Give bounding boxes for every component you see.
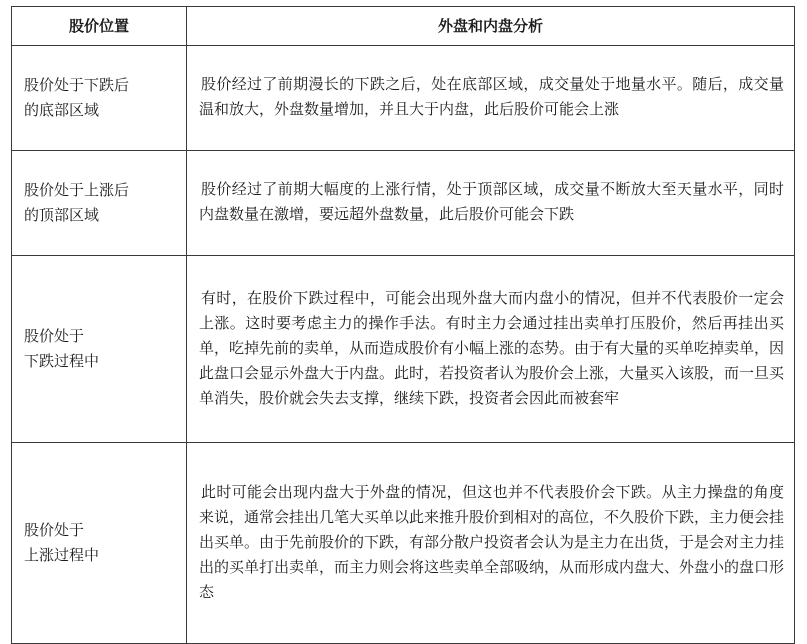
analysis-cell	[187, 46, 795, 151]
inner-outer-volume-table	[11, 6, 795, 644]
analysis-text: 股价经过了前期大幅度的上涨行情，处于顶部区域，成交量不断放大至天量水平，同时内盘数量在激增，要远超外盘数量，此后股价可能会下跌	[199, 180, 784, 223]
analysis-text: 有时，在股价下跌过程中，可能会出现外盘大而内盘小的情况，但并不代表股价一定会上涨。这时要考虑主力的操作手法。有时主力会通过挂出卖单打压股价，然后再挂出买单，吃掉先前的卖单，从而造成股价有小幅上涨的态势。由于有大量的买单吃掉卖单，因此盘口会显示外盘大于内盘。此时，若投资者认为股价会上涨，大量买入该股，而一旦买单消失，股价就会失去支撑，继续下跌，投资者会因此而被套牢	[199, 288, 785, 407]
position-text: 股价处于下跌后 的底部区域	[24, 76, 130, 119]
position-text: 股价处于上涨后 的顶部区域	[24, 181, 130, 224]
table-row	[12, 151, 795, 256]
position-cell	[12, 151, 187, 256]
position-cell	[12, 256, 187, 443]
position-text: 股价处于 上涨过程中	[24, 521, 100, 564]
analysis-table-container	[11, 6, 794, 644]
position-text: 股价处于 下跌过程中	[24, 327, 100, 370]
table-row	[12, 46, 795, 151]
table-row	[12, 256, 795, 443]
position-cell	[12, 443, 187, 644]
table-header-row	[12, 7, 795, 46]
analysis-cell	[187, 443, 795, 644]
table-row	[12, 443, 795, 644]
analysis-cell	[187, 256, 795, 443]
header-volume-analysis: 外盘和内盘分析	[187, 7, 795, 46]
position-cell	[12, 46, 187, 151]
analysis-cell	[187, 151, 795, 256]
header-stock-position: 股价位置	[12, 7, 187, 46]
analysis-text: 股价经过了前期漫长的下跌之后，处在底部区域，成交量处于地量水平。随后，成交量温和放大，外盘数量增加，并且大于内盘，此后股价可能会上涨	[199, 75, 784, 118]
analysis-text: 此时可能会出现内盘大于外盘的情况，但这也并不代表股价会下跌。从主力操盘的角度来说，通常会挂出几笔大买单以此来推升股价到相对的高位，不久股价下跌，主力便会挂出买单。由于先前股价的下跌，有部分散户投资者会认为是主力在出货，于是会对主力挂出的买单打出卖单，而主力则会将这些卖单全部吸纳，从而形成内盘大、外盘小的盘口形态	[199, 482, 785, 601]
